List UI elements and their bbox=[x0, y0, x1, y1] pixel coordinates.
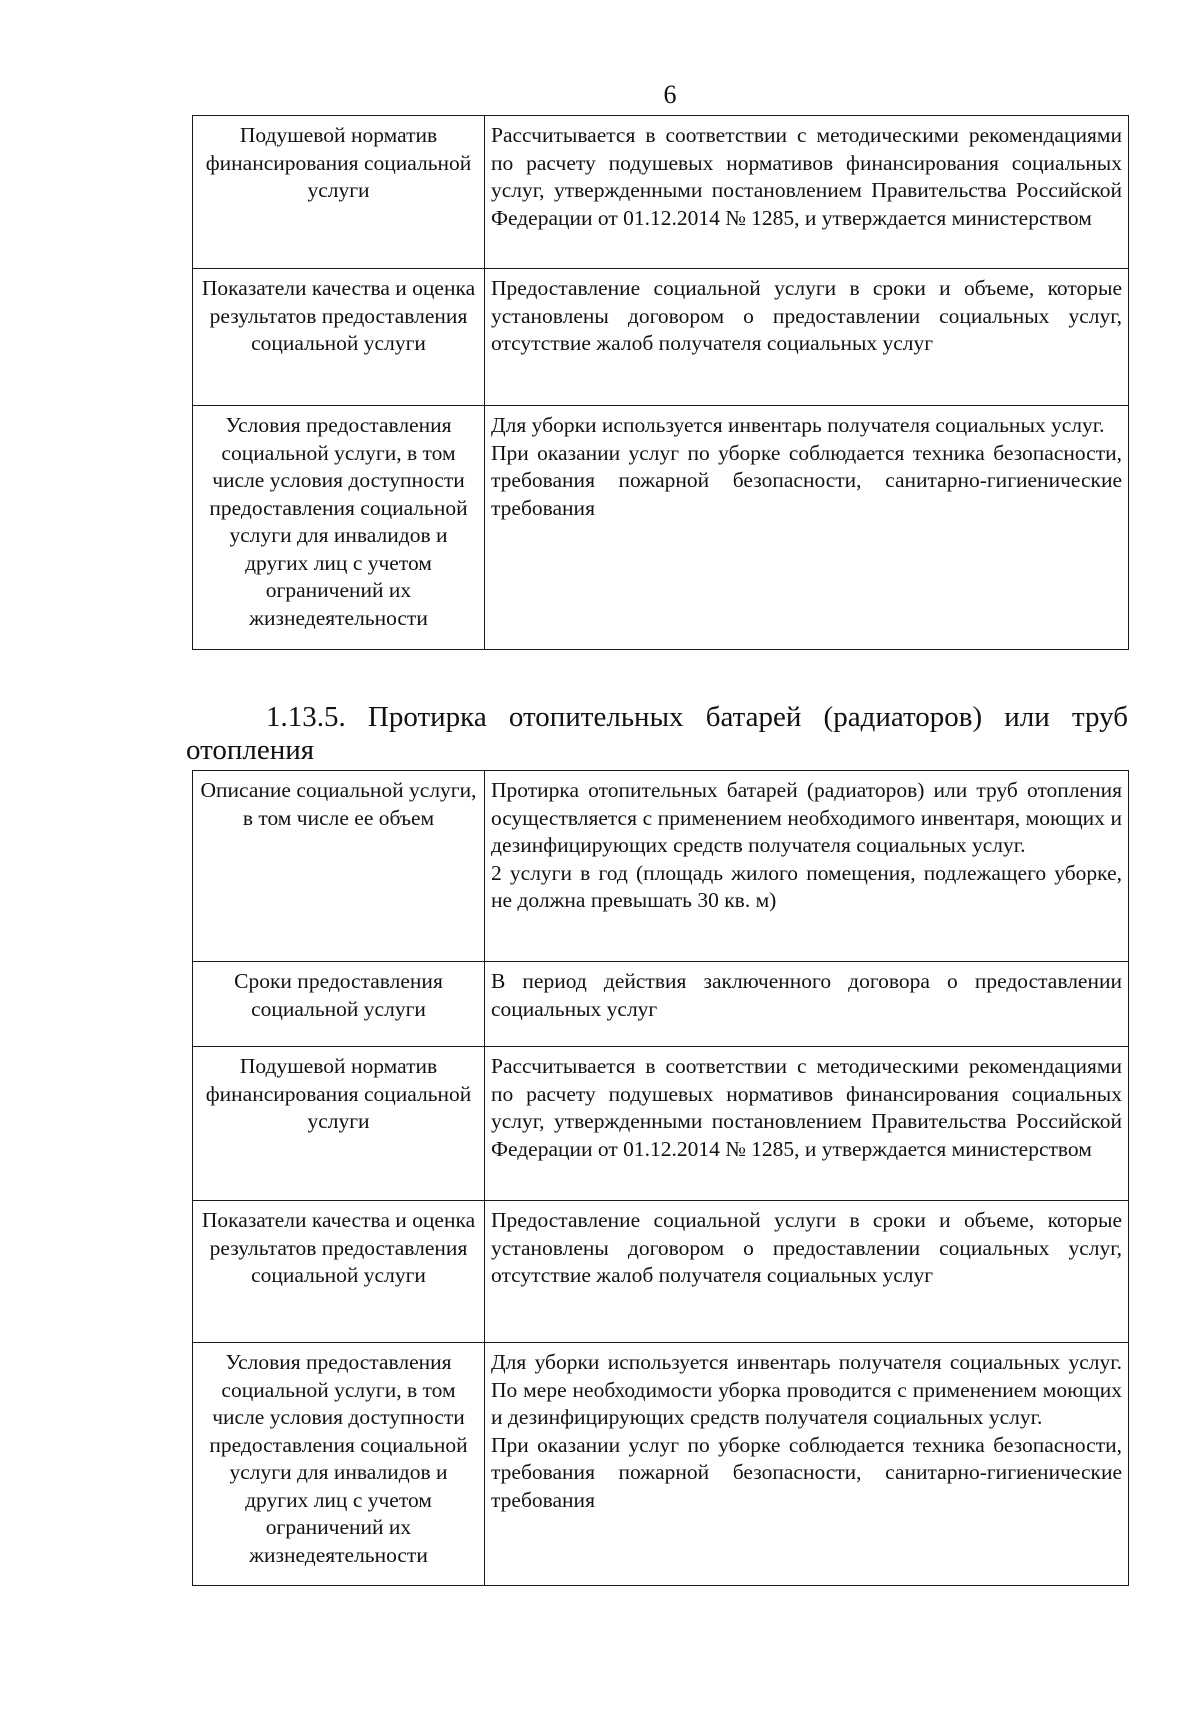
section-heading: 1.13.5. Протирка отопительных батарей (радиаторов) или труб отопления bbox=[186, 701, 1128, 766]
row-paragraph: Предоставление социальной услуги в сроки и объеме, которые установлены договором о предоставлении социальных услуг, отсутствие жалоб получателя социальных услуг bbox=[491, 1208, 1122, 1287]
row-paragraph: При оказании услуг по уборке соблюдается техника безопасности, требования пожарной безопасности, санитарно-гигиенические требования bbox=[491, 1432, 1122, 1512]
row-label: Показатели качества и оценка результатов предоставления социальной услуги bbox=[193, 269, 485, 406]
row-paragraph: Рассчитывается в соответствии с методическими рекомендациями по расчету подушевых нормативов финансирования социальных услуг, утвержденными постановлением Правительства Российской Федерации от 01.12.2014 № 1285, и утверждается министерством bbox=[491, 123, 1122, 230]
row-paragraph: Для уборки используется инвентарь получателя социальных услуг. По мере необходимости уборка проводится с применением моющих и дезинфицирующих средств получателя социальных услуг. bbox=[491, 1350, 1122, 1429]
row-paragraph: В период действия заключенного договора о предоставлении социальных услуг bbox=[491, 969, 1122, 1021]
row-value bbox=[485, 269, 1129, 406]
table-row bbox=[193, 962, 1129, 1047]
row-value bbox=[485, 406, 1129, 650]
row-paragraph: Протирка отопительных батарей (радиаторов) или труб отопления осуществляется с применением необходимого инвентаря, моющих и дезинфицирующих средств получателя социальных услуг. bbox=[491, 778, 1122, 857]
row-paragraph: При оказании услуг по уборке соблюдается техника безопасности, требования пожарной безопасности, санитарно-гигиенические требования bbox=[491, 440, 1122, 520]
row-label: Условия предоставления социальной услуги, в том числе условия доступности предоставления социальной услуги для инвалидов и других лиц с учетом ограничений их жизнедеятельности bbox=[193, 1343, 485, 1586]
table-row bbox=[193, 406, 1129, 650]
page-number: 6 bbox=[663, 80, 677, 109]
row-value bbox=[485, 116, 1129, 269]
table-row bbox=[193, 1047, 1129, 1201]
row-label: Подушевой норматив финансирования социальной услуги bbox=[193, 116, 485, 269]
row-value bbox=[485, 1201, 1129, 1343]
service-table-1 bbox=[192, 115, 1129, 650]
table-row bbox=[193, 1201, 1129, 1343]
row-value bbox=[485, 771, 1129, 962]
row-paragraph: Предоставление социальной услуги в сроки и объеме, которые установлены договором о предоставлении социальных услуг, отсутствие жалоб получателя социальных услуг bbox=[491, 276, 1122, 355]
table-row bbox=[193, 1343, 1129, 1586]
row-label: Показатели качества и оценка результатов предоставления социальной услуги bbox=[193, 1201, 485, 1343]
service-table-2 bbox=[192, 770, 1129, 1586]
row-label: Условия предоставления социальной услуги, в том числе условия доступности предоставления социальной услуги для инвалидов и других лиц с учетом ограничений их жизнедеятельности bbox=[193, 406, 485, 650]
row-label: Сроки предоставления социальной услуги bbox=[193, 962, 485, 1047]
row-value bbox=[485, 1343, 1129, 1586]
row-label: Подушевой норматив финансирования социальной услуги bbox=[193, 1047, 485, 1201]
row-label: Описание социальной услуги, в том числе ее объем bbox=[193, 771, 485, 962]
table-row bbox=[193, 269, 1129, 406]
row-paragraph: Для уборки используется инвентарь получателя социальных услуг. bbox=[491, 413, 1105, 437]
row-paragraph: 2 услуги в год (площадь жилого помещения, подлежащего уборке, не должна превышать 30 кв. м) bbox=[491, 860, 1122, 912]
row-paragraph: Рассчитывается в соответствии с методическими рекомендациями по расчету подушевых нормативов финансирования социальных услуг, утвержденными постановлением Правительства Российской Федерации от 01.12.2014 № 1285, и утверждается министерством bbox=[491, 1054, 1122, 1161]
row-value bbox=[485, 962, 1129, 1047]
row-value bbox=[485, 1047, 1129, 1201]
table-row bbox=[193, 116, 1129, 269]
table-row bbox=[193, 771, 1129, 962]
